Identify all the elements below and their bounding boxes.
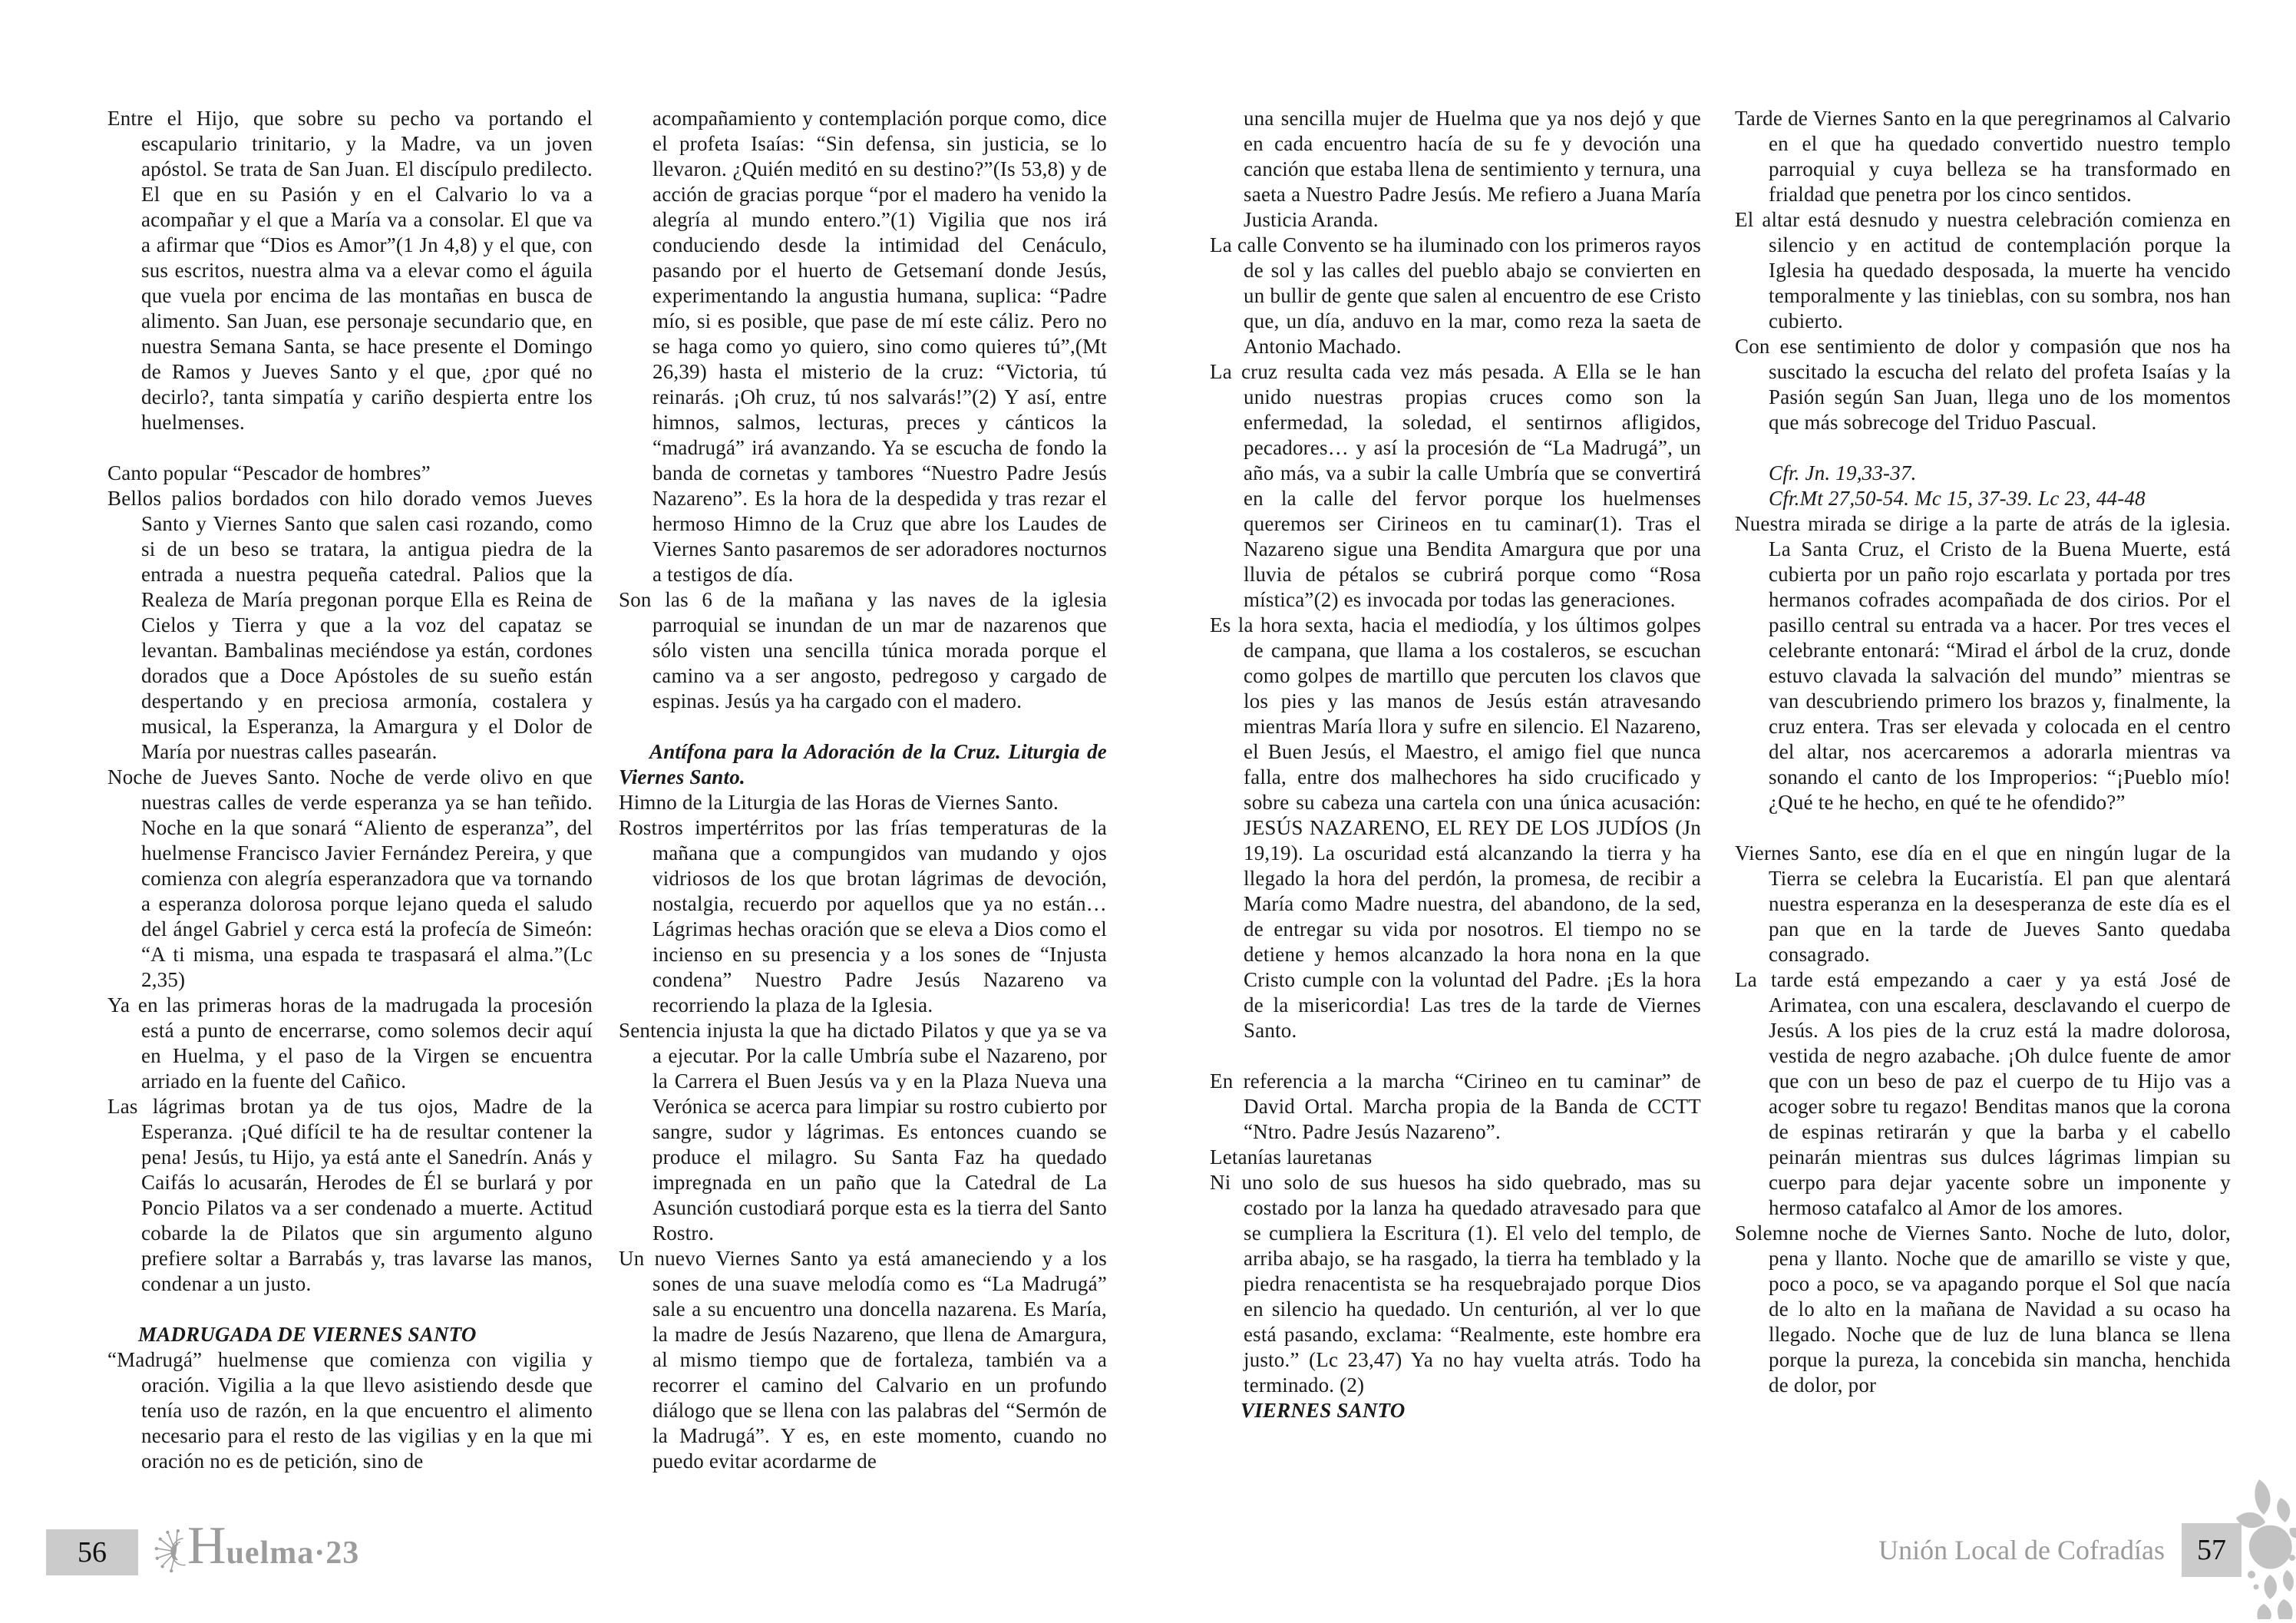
paragraph: Letanías lauretanas	[1210, 1145, 1373, 1168]
paragraph: Viernes Santo, ese día en el que en ningún lugar de la Tierra se celebra la Eucaristía. El pan que alentará nuestra esperanza en la desesperanza de este día es el pan que en la tarde de Jueves Santo quedaba consagrado.	[1735, 841, 2231, 966]
paragraph: La tarde está empezando a caer y ya está José de Arimatea, con una escalera, desclavando el cuerpo de Jesús. A los pies de la cruz está la madre dolorosa, vestida de negro azabache. ¡Oh dulce fuente de amor que con un beso de paz el cuerpo de tu Hijo vas a acoger sobre tu regazo! Benditas manos que la corona de espinas retirarán y que la barba y el cabello peinarán mientras sus dulces lágrimas limpian su cuerpo para dejar yacente sobre un imponente y hermoso catafalco al Amor de los amores.	[1735, 968, 2231, 1219]
paragraph: La calle Convento se ha iluminado con los primeros rayos de sol y las calles del pueblo abajo se convierten en un bullir de gente que salen al encuentro de ese Cristo que, un día, anduvo en la mar, como reza la saeta de Antonio Machado.	[1210, 233, 1701, 358]
paragraph: La cruz resulta cada vez más pesada. A Ella se le han unido nuestras propias cruces como son la enfermedad, la soledad, el sentirnos afligidos, pecadores… y así la procesión de “La Madrugá”, un año más, va a subir la calle Umbría que se convertirá en la calle del fervor porque los huelmenses queremos ser Cirineos en tu caminar(1). Tras el Nazareno sigue una Bendita Amargura que por una lluvia de pétalos se cubrirá porque como “Rosa mística”(2) es invocada por todas las generaciones.	[1210, 360, 1701, 611]
floral-paisley-ornament-icon	[2216, 1478, 2296, 1623]
section-heading: MADRUGADA DE VIERNES SANTO	[138, 1323, 477, 1346]
footer-credit: Unión Local de Cofradías	[1878, 1535, 2165, 1565]
section-heading: Antífona para la Adoración de la Cruz. Liturgia de Viernes Santo.	[619, 740, 1107, 788]
paragraph: Con ese sentimiento de dolor y compasión que nos ha suscitado la escucha del relato del profeta Isaías y la Pasión según San Juan, llega uno de los momentos que más sobrecoge del Triduo Pascual.	[1735, 335, 2231, 434]
text-column-1	[107, 106, 593, 1474]
paragraph: En referencia a la marcha “Cirineo en tu caminar” de David Ortal. Marcha propia de la Banda de CCTT “Ntro. Padre Jesús Nazareno”.	[1210, 1069, 1701, 1143]
paragraph: Cfr.Mt 27,50-54. Mc 15, 37-39. Lc 23, 44-48	[1769, 487, 2146, 510]
paragraph: Noche de Jueves Santo. Noche de verde olivo en que nuestras calles de verde esperanza ya se han teñido. Noche en la que sonará “Aliento de esperanza”, del huelmense Francisco Javier Fernández Pereira, y que comienza con alegría esperanzadora que va tornando a esperanza dolorosa porque lejano queda el saludo del ángel Gabriel y cerca está la profecía de Simeón: “A ti misma, una espada te traspasará el alma.”(Lc 2,35)	[107, 765, 593, 991]
page-number-badge-left	[46, 1529, 138, 1575]
paragraph: El altar está desnudo y nuestra celebración comienza en silencio y en actitud de contemplación porque la Iglesia ha quedado desposada, la muerte ha vencido temporalmente y las tinieblas, con su sombra, nos han cubierto.	[1735, 208, 2231, 332]
paragraph: Las lágrimas brotan ya de tus ojos, Madre de la Esperanza. ¡Qué difícil te ha de resultar contener la pena! Jesús, tu Hijo, ya está ante el Sanedrín. Anás y Caifás lo acusarán, Herodes de Él se burlará y por Poncio Pilatos va a ser condenado a muerte. Actitud cobarde la de Pilatos que sin argumento alguno prefiere soltar a Barrabás y, tras lavarse las manos, condenar a un justo.	[107, 1095, 593, 1295]
paragraph: Canto popular “Pescador de hombres”	[107, 461, 431, 484]
page-number-right: 57	[2197, 1534, 2226, 1566]
paragraph: Un nuevo Viernes Santo ya está amaneciendo y a los sones de una suave melodía como es “La Madrugá” sale a su encuentro una doncella nazarena. Es María, la madre de Jesús Nazareno, que llena de Amargura, al mismo tiempo que de fortaleza, también va a recorrer el camino del Calvario en un profundo diálogo que se llena con las palabras del “Sermón de la Madrugá”. Y es, en este momento, cuando no puedo evitar acordarme de	[619, 1247, 1107, 1473]
paragraph: Tarde de Viernes Santo en la que peregrinamos al Calvario en el que ha quedado convertido nuestro templo parroquial y cuya belleza se ha transformado en frialdad que penetra por los cinco sentidos.	[1735, 107, 2231, 206]
text-column-3	[1210, 106, 1701, 1423]
text-column-4	[1735, 106, 2231, 1398]
paragraph: Es la hora sexta, hacia el mediodía, y los últimos golpes de campana, que llama a los costaleros, se escuchan como golpes de martillo que percuten los clavos que los pies y las manos de Jesús están atravesando mientras María llora y sufre en silencio. El Nazareno, el Buen Jesús, el Maestro, el amigo fiel que nunca falla, entre dos malhechores ha sido crucificado y sobre su cabeza una cartela con una única acusación: JESÚS NAZARENO, EL REY DE LOS JUDÍOS (Jn 19,19). La oscuridad está alcanzando la tierra y ha llegado la hora del perdón, la promesa, de recibir a María como Madre nuestra, del abandono, de la sed, de entregar su vida por nosotros. El tiempo no se detiene y hemos alcanzado la hora nona en la que Cristo cumple con la voluntad del Padre. ¡Es la hora de la misericordia! Las tres de la tarde de Viernes Santo.	[1210, 613, 1701, 1042]
logo-initial: H	[187, 1516, 226, 1575]
paragraph: Rostros impertérritos por las frías temperaturas de la mañana que a compungidos van mudando y ojos vidriosos de los que brotan lágrimas de devoción, nostalgia, recuerdo por aquellos que ya no están… Lágrimas hechas oración que se eleva a Dios como el incienso en su presencia y a los sones de “Injusta condena” Nuestro Padre Jesús Nazareno va recorriendo la plaza de la Iglesia.	[619, 816, 1107, 1016]
section-heading: VIERNES SANTO	[1241, 1399, 1406, 1422]
paragraph: Cfr. Jn. 19,33-37.	[1769, 461, 1917, 484]
text-column-2	[619, 106, 1107, 1474]
paragraph: Sentencia injusta la que ha dictado Pilatos y que ya se va a ejecutar. Por la calle Umbría sube el Nazareno, por la Carrera el Buen Jesús va y en la Plaza Nueva una Verónica se acerca para limpiar su rostro cubierto por sangre, sudor y lágrimas. Es entonces cuando se produce el milagro. Su Santa Faz ha quedado impregnada en un paño que la Catedral de La Asunción custodiará porque esta es la tierra del Santo Rostro.	[619, 1019, 1107, 1245]
rosette-crown-icon	[154, 1529, 198, 1578]
huelma23-logo	[154, 1516, 360, 1580]
paragraph: acompañamiento y contemplación porque como, dice el profeta Isaías: “Sin defensa, sin justicia, se lo llevaron. ¿Quién meditó en su destino?”(Is 53,8) y de acción de gracias porque “por el madero ha venido la alegría al mundo entero.”(1) Vigilia que nos irá conduciendo desde la intimidad del Cenáculo, pasando por el huerto de Getsemaní donde Jesús, experimentando la angustia humana, suplica: “Padre mío, si es posible, que pase de mí este cáliz. Pero no se haga como yo quiero, sino como quieres tú”,(Mt 26,39) hasta el misterio de la cruz: “Victoria, tú reinarás. ¡Oh cruz, tú nos salvarás!”(2) Y así, entre himnos, salmos, lecturas, preces y cánticos la “madrugá” irá avanzando. Ya se escucha de fondo la banda de cornetas y tambores “Nuestro Padre Jesús Nazareno”. Es la hora de la despedida y tras rezar el hermoso Himno de la Cruz que abre los Laudes de Viernes Santo pasaremos de ser adoradores nocturnos a testigos de día.	[652, 107, 1107, 586]
paragraph: Himno de la Liturgia de las Horas de Viernes Santo.	[619, 791, 1059, 814]
paragraph: Ni uno solo de sus huesos ha sido quebrado, mas su costado por la lanza ha quedado atravesado para que se cumpliera la Escritura (1). El velo del templo, de arriba abajo, se ha rasgado, la tierra ha temblado y la piedra renacentista se ha resquebrajado porque Dios en silencio ha quedado. Un centurión, al ver lo que está pasando, exclama: “Realmente, este hombre era justo.” (Lc 23,47) Ya no hay vuelta atrás. Todo ha terminado. (2)	[1210, 1171, 1701, 1397]
page-number-left: 56	[78, 1536, 107, 1568]
paragraph: “Madrugá” huelmense que comienza con vigilia y oración. Vigilia a la que llevo asistiendo desde que tenía uso de razón, en la que encuentro el alimento necesario para el resto de las vigilias y en la que mi oración no es de petición, sino de	[107, 1348, 593, 1473]
logo-text: uelma·23	[226, 1535, 360, 1571]
paragraph: Entre el Hijo, que sobre su pecho va portando el escapulario trinitario, y la Madre, va un joven apóstol. Se trata de San Juan. El discípulo predilecto. El que en su Pasión y en el Calvario lo va a acompañar y el que a María va a consolar. El que va a afirmar que “Dios es Amor”(1 Jn 4,8) y el que, con sus escritos, nuestra alma va a elevar como el águila que vuela por encima de las montañas en busca de alimento. San Juan, ese personaje secundario que, en nuestra Semana Santa, se hace presente el Domingo de Ramos y Jueves Santo y el que, ¿por qué no decirlo?, tanta simpatía y cariño despierta entre los huelmenses.	[107, 107, 593, 434]
paragraph: una sencilla mujer de Huelma que ya nos dejó y que en cada encuentro hacía de su fe y devoción una canción que estaba llena de sentimiento y ternura, una saeta a Nuestro Padre Jesús. Me refiero a Juana María Justicia Aranda.	[1244, 107, 1701, 231]
paragraph: Son las 6 de la mañana y las naves de la iglesia parroquial se inundan de un mar de nazarenos que sólo visten una sencilla túnica morada porque el camino va a ser angosto, pedregoso y cargado de espinas. Jesús ya ha cargado con el madero.	[619, 588, 1107, 712]
paragraph: Bellos palios bordados con hilo dorado vemos Jueves Santo y Viernes Santo que salen casi rozando, como si de un beso se tratara, la antigua piedra de la entrada a nuestra pequeña catedral. Palios que la Realeza de María pregonan porque Ella es Reina de Cielos y Tierra y que a la voz del capataz se levantan. Bambalinas meciéndose ya están, cordones dorados que a Doce Apóstoles de su sueño están despertando y en preciosa armonía, costalera y musical, la Esperanza, la Amargura y el Dolor de María por nuestras calles pasearán.	[107, 487, 593, 763]
paragraph: Nuestra mirada se dirige a la parte de atrás de la iglesia. La Santa Cruz, el Cristo de la Buena Muerte, está cubierta por un paño rojo escarlata y portada por tres hermanos cofrades acompañada de dos cirios. Por el pasillo central su entrada va a hacer. Por tres veces el celebrante entonará: “Mirad el árbol de la cruz, donde estuvo clavada la salvación del mundo” mientras se van descubriendo primero los brazos y, finalmente, la cruz entera. Tras ser elevada y colocada en el centro del altar, nos acercaremos a adorarla mientras va sonando el canto de los Improperios: “¡Pueblo mío! ¿Qué te he hecho, en qué te he ofendido?”	[1735, 512, 2231, 814]
paragraph: Solemne noche de Viernes Santo. Noche de luto, dolor, pena y llanto. Noche que de amarillo se viste y que, poco a poco, se va apagando porque el Sol que nacía de lo alto en la mañana de Navidad a su ocaso ha llegado. Noche que de luz de luna blanca se llena porque la pureza, la concebida sin mancha, henchida de dolor, por	[1735, 1221, 2231, 1397]
paragraph: Ya en las primeras horas de la madrugada la procesión está a punto de encerrarse, como solemos decir aquí en Huelma, y el paso de la Virgen se encuentra arriado en la fuente del Cañico.	[107, 993, 593, 1092]
